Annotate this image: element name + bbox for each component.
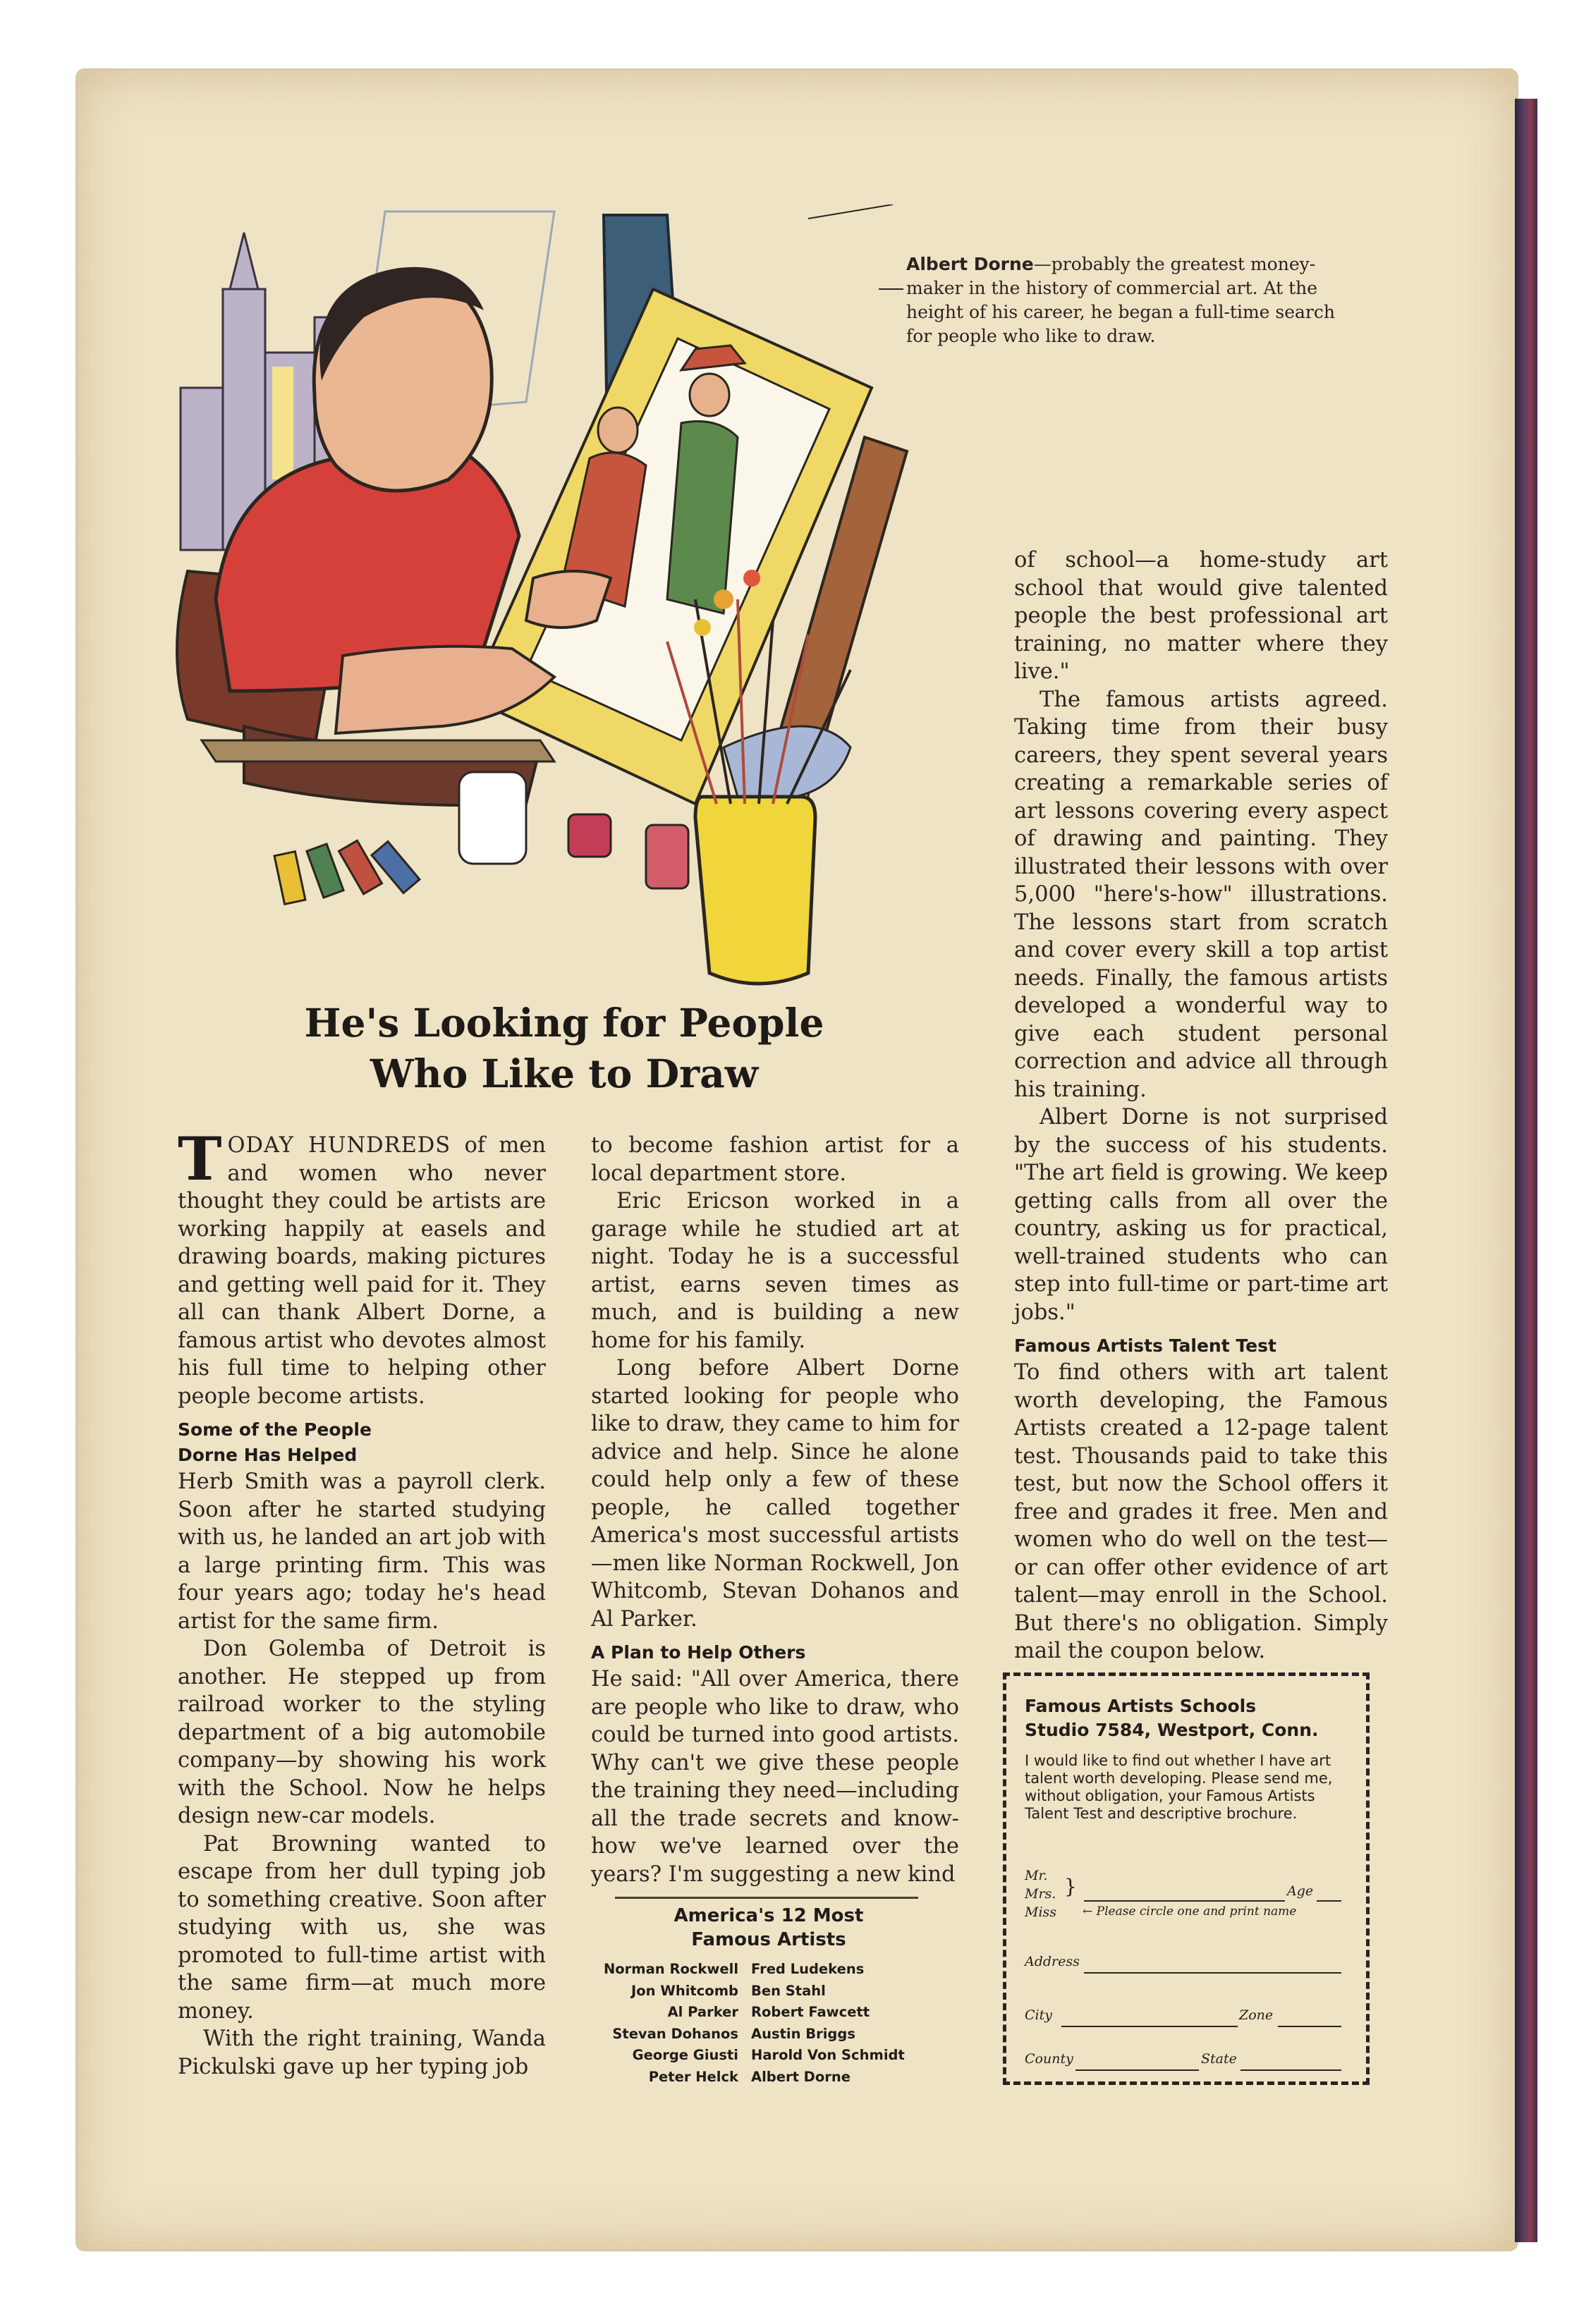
county-label: County (1025, 2051, 1073, 2067)
city-field[interactable] (1061, 2026, 1238, 2027)
lead-smallcaps: ODAY HUNDREDS (227, 1133, 451, 1158)
headline-line-2: Who Like to Draw (370, 1051, 759, 1096)
title-mrs[interactable]: Mrs. (1025, 1886, 1056, 1902)
coupon-body: I would like to find out whether I have art talent worth developing. Please send me, without obligation, your Famous Artists Talent Test and descriptive brochure. (1025, 1752, 1333, 1822)
coupon-studio-address: Studio 7584, Westport, Conn. (1025, 1720, 1319, 1740)
age-label: Age (1287, 1883, 1314, 1899)
famous-artists-title (585, 1904, 952, 1952)
subhead-line-1: Some of the People (178, 1419, 372, 1440)
zone-field[interactable] (1278, 2026, 1341, 2027)
caption-text: —probably the greatest money-maker in the history of commercial art. At the height of his career, he began a full-time search for people who like to draw. (906, 254, 1335, 346)
county-field[interactable] (1075, 2069, 1199, 2071)
state-label: State (1201, 2051, 1237, 2067)
headline-line-1: He's Looking for People (304, 1000, 824, 1046)
list-item: Jon Whitcomb Ben Stahl (631, 1982, 826, 1999)
subhead-people-helped (178, 1417, 546, 1468)
address-label: Address (1025, 1954, 1080, 1969)
age-field[interactable] (1317, 1900, 1341, 1902)
famous-title-line-2: Famous Artists (691, 1929, 846, 1950)
paragraph-talent-test: To find others with art talent worth developing, the Famous Artists created a 12-page talent test. Thousands paid to take this test, but now the School offers it free and grades it free. Men and women who do well on the test—or can offer other evidence of art talent—may enroll in the School. But there's no obligation. Simply mail the coupon below. (1014, 1360, 1388, 1663)
paragraph-wanda-cont: to become fashion artist for a local department store. (591, 1133, 959, 1186)
title-mr[interactable]: Mr. (1025, 1868, 1048, 1883)
list-item: Peter Helck Albert Dorne (648, 2068, 851, 2085)
paint-tubes (274, 840, 420, 904)
name-field[interactable] (1084, 1900, 1285, 1902)
state-field[interactable] (1241, 2069, 1341, 2071)
list-item: George Giusti Harold Von Schmidt (632, 2047, 905, 2063)
paragraph-wanda: With the right training, Wanda Pickulski gave up her typing job (178, 2026, 546, 2079)
paragraph-he-said: He said: "All over America, there are people who like to draw, who could be turned into good artists. Why can't we give these people the training they need—including all the trade secrets and know-how we've learned over the years? I'm suggesting a new kind (591, 1667, 959, 1887)
lead-text: of men and women who never thought they could be artists are working happily at easels and drawing boards, making pictures and getting well paid for it. They all can thank Albert Dorne, a famous artist who devotes almost his full time to helping other people become artists. (178, 1133, 546, 1409)
famous-artists-list (571, 1959, 966, 2088)
paragraph-school: of school—a home-study art school that would give talented people the best professional art training, no matter where they live." (1014, 548, 1388, 684)
famous-title-line-1: America's 12 Most (673, 1905, 864, 1926)
mail-coupon[interactable]: Famous Artists Schools Studio 7584, Westport, Conn. I would like to find out whether I have art talent worth developing. Please send me, without obligation, your Famous Artists Talent Test and descriptive brochure. Mr. Mrs. Miss } Age ← Please circle one and print name Address City Zone County State (1003, 1672, 1370, 2085)
artist-illustration (159, 204, 977, 994)
paragraph-eric: Eric Ericson worked in a garage while he studied art at night. Today he is a successful artist, earns seven times as much, and is building a new home for his family. (591, 1189, 959, 1353)
illustration-caption (906, 252, 1343, 348)
brush-jar (695, 797, 815, 984)
title-miss[interactable]: Miss (1025, 1904, 1057, 1920)
paragraph-herb: Herb Smith was a payroll clerk. Soon after he started studying with us, he landed an art job with a large printing firm. This was four years ago; today he's head artist for the same firm. (178, 1469, 546, 1634)
lit-building (272, 367, 293, 479)
subhead-talent-test: Famous Artists Talent Test (1014, 1335, 1276, 1356)
subhead-plan: A Plan to Help Others (591, 1642, 806, 1663)
address-field[interactable] (1084, 1972, 1341, 1974)
paragraph-not-surprised: Albert Dorne is not surprised by the success of his students. "The art field is growing. We keep getting calls from all over the country, asking us for practical, well-trained students who can step into full-time or part-time art jobs." (1014, 1105, 1388, 1325)
caption-name: Albert Dorne (906, 254, 1034, 274)
coupon-school-name: Famous Artists Schools (1025, 1696, 1257, 1716)
article-column-2 (591, 1132, 959, 1888)
lead-paragraph (178, 1124, 546, 1410)
list-item: Norman Rockwell Fred Ludekens (603, 1961, 865, 1977)
headline (212, 998, 917, 1099)
famous-list-rule (615, 1897, 918, 1899)
article-column-3 (1014, 546, 1388, 1665)
paragraph-don: Don Golemba of Detroit is another. He stepped up from railroad worker to the styling department of a big automobile company—by showing his work with the School. Now he helps design new-car models. (178, 1637, 546, 1828)
paragraph-pat: Pat Browning wanted to escape from her dull typing job to something creative. Soon after studying with us, she was promoted to full-time artist with the same firm—at much more money. (178, 1831, 546, 2024)
coupon-header (1025, 1694, 1349, 1742)
list-item: Al Parker Robert Fawcett (667, 2004, 870, 2020)
article-column-1 (178, 1124, 546, 2081)
city-label: City (1025, 2007, 1052, 2023)
paragraph-long-before: Long before Albert Dorne started looking for people who like to draw, they came to him for advice and help. Since he alone could help only a few of these people, he called together America's most successful artists —men like Norman Rockwell, Jon Whitcomb, Stevan Dohanos and Al Parker. (591, 1356, 959, 1632)
drop-cap: T (178, 1124, 222, 1194)
comic-spine-edge (1515, 99, 1537, 2242)
subhead-line-2: Dorne Has Helped (178, 1445, 358, 1465)
circle-note: ← Please circle one and print name (1083, 1904, 1297, 1919)
paragraph-agreed: The famous artists agreed. Taking time from their busy careers, they spent several years creating a remarkable series of art lessons covering every aspect of drawing and painting. They illustrated their lessons with over 5,000 "here's-how" illustrations. The lessons start from scratch and cover every skill a top artist needs. Finally, the famous artists developed a wonderful way to give each student personal correction and advice all through his training. (1014, 687, 1388, 1102)
zone-label: Zone (1239, 2007, 1274, 2023)
list-item: Stevan Dohanos Austin Briggs (612, 2025, 855, 2042)
